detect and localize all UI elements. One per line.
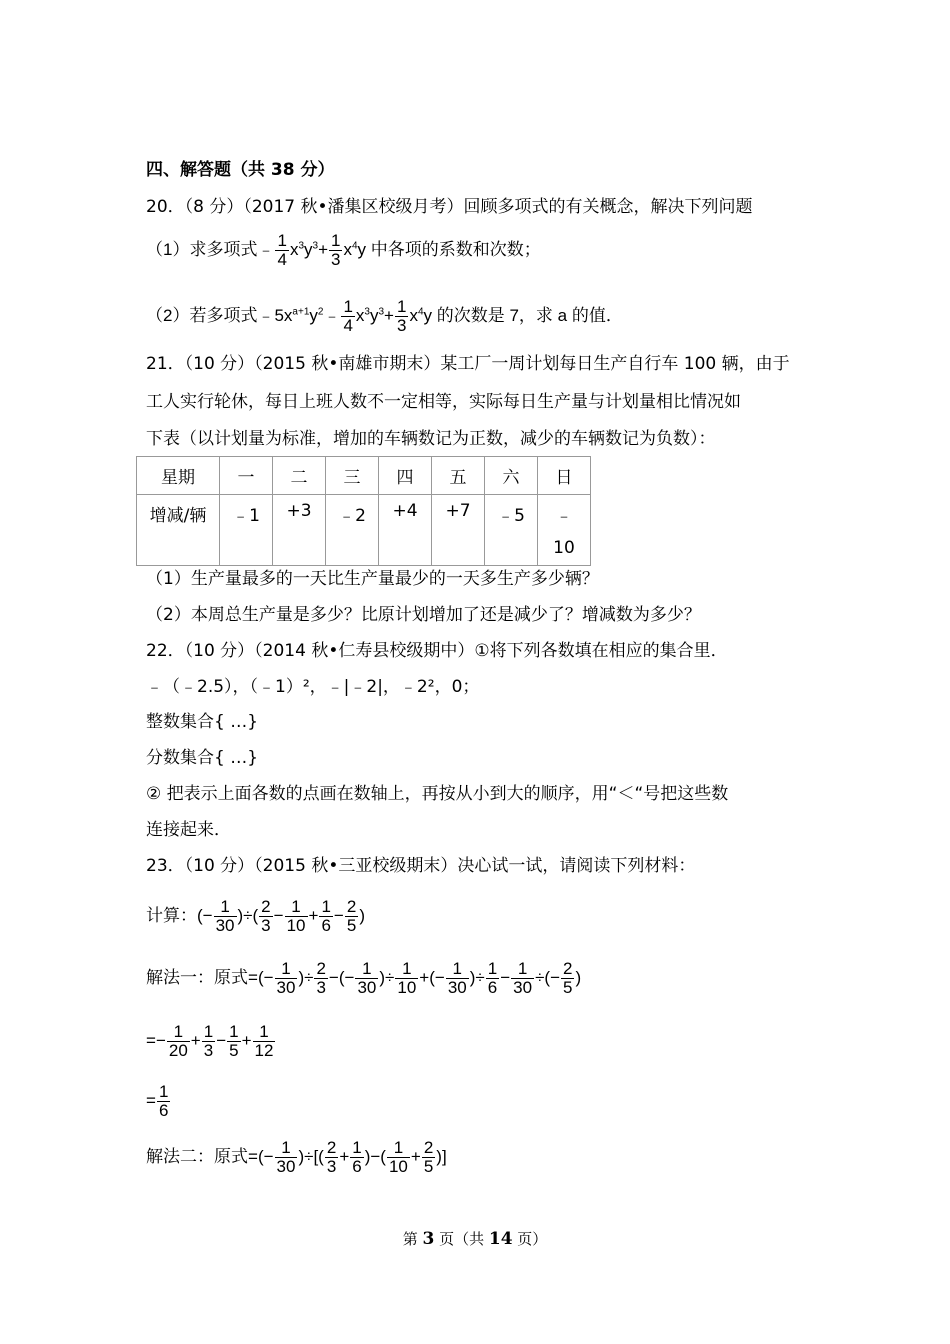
q22-part2-line2: 连接起来． [146,820,231,840]
q21-sub1: （1）生产量最多的一天比生产量最少的一天多生产多少辆？ [146,569,599,589]
q22-header: 22．（10 分）（2014 秋•仁寿县校级期中）①将下列各数填在相应的集合里． [146,641,728,661]
fraction: $\frac{2}{5}$ [423,1138,434,1176]
fraction: $\frac{1}{30}$ [447,959,467,997]
fraction: $\frac{1}{30}$ [357,959,377,997]
q21-line2: 工人实行轮休，每日上班人数不一定相等，实际每日生产量与计划量相比情况如 [146,392,741,412]
fraction: $\frac{1}{10}$ [286,897,306,935]
table-cell: +4 [379,495,432,566]
fraction: $\frac{1}{4}$ [277,231,287,269]
table-header-cell: 二 [273,457,326,495]
fraction: $\frac{2}{5}$ [346,897,357,935]
total-page-count: 14 [488,1229,513,1249]
q21-line3: 下表（以计划量为标准，增加的车辆数记为正数，减少的车辆数记为负数）： [146,429,716,449]
table-cell: ﹣ 10 [538,495,591,566]
fraction: $\frac{1}{30}$ [276,959,296,997]
fraction: $\frac{1}{6}$ [487,959,498,997]
q21-line1: 21．（10 分）（2015 秋•南雄市期末）某工厂一周计划每日生产自行车 100 辆，由于 [146,354,790,374]
q23-header: 23．（10 分）（2015 秋•三亚校级期末）决心试一试，请阅读下列材料： [146,856,696,876]
section-title: 四、解答题（共 38 分） [146,160,335,180]
page-footer: 第 3 页（共 14 页） [402,1229,548,1249]
table-header-cell: 六 [485,457,538,495]
q22-integer-set: 整数集合{ …} [146,712,259,732]
fraction: $\frac{1}{30}$ [215,897,235,935]
fraction: $\frac{1}{3}$ [331,231,341,269]
fraction: $\frac{1}{12}$ [254,1022,274,1060]
q21-sub2: （2）本周总生产量是多少？比原计划增加了还是减少了？增减数为多少？ [146,605,701,625]
q22-numbers: ﹣（﹣2.5），（﹣1）²，﹣|﹣2|，﹣2²，0； [146,677,480,697]
fraction: $\frac{1}{6}$ [352,1138,362,1176]
q20-header: 20．（8 分）（2017 秋•潘集区校级月考）回顾多项式的有关概念，解决下列问题 [146,197,753,217]
fraction: $\frac{1}{10}$ [388,1138,408,1176]
fraction: $\frac{2}{5}$ [563,959,573,997]
fraction: $\frac{1}{6}$ [321,897,331,935]
fraction: $\frac{1}{3}$ [203,1022,214,1060]
fraction: $\frac{1}{3}$ [396,297,407,335]
fraction: $\frac{2}{3}$ [326,1138,337,1176]
fraction: $\frac{1}{10}$ [397,959,417,997]
table-header-cell: 四 [379,457,432,495]
table-header-cell: 五 [432,457,485,495]
production-table [136,456,591,566]
q22-fraction-set: 分数集合{ …} [146,748,259,768]
fraction: $\frac{1}{30}$ [513,959,533,997]
table-cell: ﹣1 [220,495,273,566]
table-header-cell: 日 [538,457,591,495]
table-cell: ﹣5 [485,495,538,566]
table-header-cell: 星期 [137,457,220,495]
table-cell: 增减/辆 [137,495,220,566]
fraction: $\frac{1}{20}$ [168,1022,188,1060]
table-cell: +3 [273,495,326,566]
table-cell: ﹣2 [326,495,379,566]
q20-part2: （2）若多项式$﹣5x^{a+1}y^2﹣$ $\frac{1}{4}$ $x^3y^3+$ $\frac{1}{3}$ $x^4y$ 的次数是 7，求 a 的值． [146,297,623,335]
table-header-cell: 三 [326,457,379,495]
current-page-number: 3 [422,1229,435,1249]
q23-method1: 解法一：原式=(− $\frac{1}{30}$ )÷ $\frac{2}{3}$ −(− $\frac{1}{30}$ )÷ $\frac{1}{10}$ +(− $\frac{1}{30}$ )÷ $\frac{1}{6}$ − $\frac{1}{30}$ ÷(− $\frac{2}{5}$ ) [146,959,582,997]
q23-calc: 计算：(− $\frac{1}{30}$ )÷( $\frac{2}{3}$ − $\frac{1}{10}$ + $\frac{1}{6}$ − $\frac{2}{5}$ ) [146,897,365,935]
fraction: $\frac{2}{3}$ [316,959,326,997]
q22-part2-line1: ② 把表示上面各数的点画在数轴上，再按从小到大的顺序，用“＜“号把这些数 [146,784,729,804]
table-row [137,495,591,566]
fraction: $\frac{2}{3}$ [261,897,271,935]
fraction: $\frac{1}{4}$ [343,297,353,335]
table-header-row [137,457,591,495]
table-cell: +7 [432,495,485,566]
q23-step2: =− $\frac{1}{20}$ + $\frac{1}{3}$ − $\frac{1}{5}$ + $\frac{1}{12}$ [146,1022,274,1060]
fraction: $\frac{1}{5}$ [229,1022,239,1060]
q23-method2: 解法二：原式=(− $\frac{1}{30}$ )÷[( $\frac{2}{3}$ + $\frac{1}{6}$ )−( $\frac{1}{10}$ + $\frac{2}{5}$ )] [146,1138,447,1176]
fraction: $\frac{1}{6}$ [158,1082,169,1120]
fraction: $\frac{1}{30}$ [276,1138,296,1176]
q20-part1: （1）求多项式﹣ $\frac{1}{4}$ $x^3y^3+$ $\frac{1}{3}$ $x^4y$ 中各项的系数和次数； [146,231,541,269]
q23-step3: = $\frac{1}{6}$ [146,1082,169,1120]
table-header-cell: 一 [220,457,273,495]
